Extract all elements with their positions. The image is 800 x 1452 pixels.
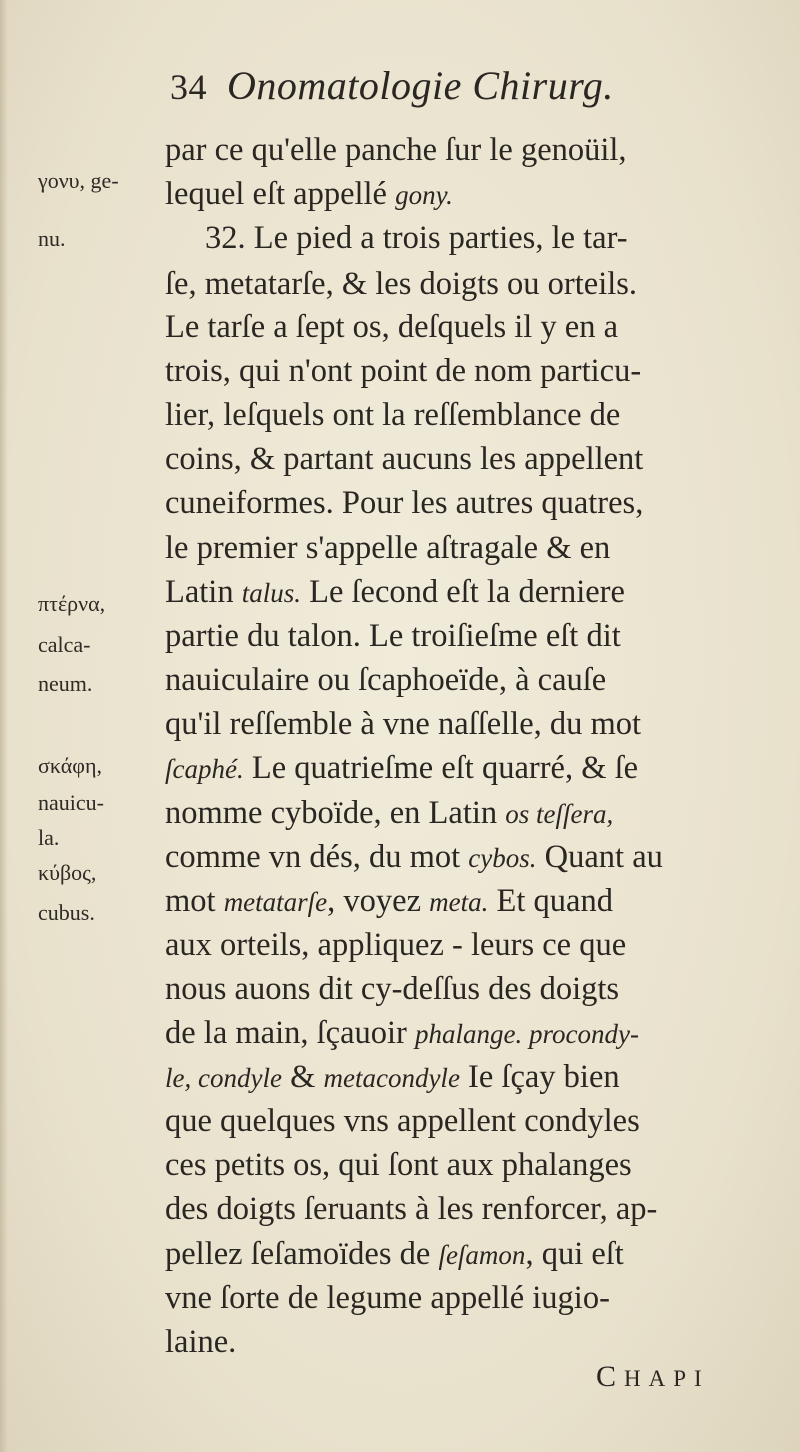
text-line: trois, qui n'ont point de nom particu- [165, 353, 642, 389]
text-line: Le tarſe a ſept os, deſquels il y en a [165, 309, 619, 345]
text-line: coins, & partant aucuns les appellent [165, 441, 644, 477]
text-line: de la main, ſçauoir phalange. procondy- [165, 1015, 639, 1051]
margin-note: cubus. [38, 900, 95, 925]
margin-note: neum. [38, 671, 93, 696]
margin-note: nauicu- [38, 790, 104, 815]
margin-note: πτέρνα, [38, 591, 106, 616]
text-line: cuneiformes. Pour les autres quatres, [165, 485, 644, 521]
text-line: lequel eſt appellé gony. [165, 176, 453, 212]
text-line: 32. Le pied a trois parties, le tar- [205, 220, 628, 256]
text-line: le premier s'appelle aſtragale & en [165, 530, 611, 566]
catchword [596, 1360, 710, 1394]
text-line: laine. [165, 1324, 237, 1360]
text-line: par ce qu'elle panche ſur le genoüil, [165, 132, 627, 168]
text-line: ſcaphé. Le quatrieſme eſt quarré, & ſe [165, 750, 639, 786]
text-line: nous auons dit cy-deſſus des doigts [165, 971, 620, 1007]
text-line: pellez ſeſamoïdes de ſeſamon, qui eſt [165, 1236, 624, 1272]
page-number: 34 [170, 67, 207, 107]
margin-note: γονυ, ge- [38, 168, 119, 193]
text-line: mot metatarſe, voyez meta. Et quand [165, 883, 613, 919]
text-line: des doigts ſeruants à les renforcer, ap- [165, 1191, 658, 1227]
running-title: Onomatologie Chirurg. [227, 63, 614, 108]
text-line: aux orteils, appliquez - leurs ce que [165, 927, 627, 963]
running-header [170, 62, 614, 109]
text-line: lier, leſquels ont la reſſemblance de [165, 397, 621, 433]
text-line: le, condyle & metacondyle Ie ſçay bien [165, 1059, 620, 1095]
margin-note: la. [38, 825, 60, 850]
text-line: que quelques vns appellent condyles [165, 1103, 640, 1139]
margin-note: nu. [38, 226, 66, 251]
margin-note: σκάφη, [38, 753, 102, 778]
text-line: qu'il reſſemble à vne naſſelle, du mot [165, 706, 642, 742]
text-line: partie du talon. Le troiſieſme eſt dit [165, 618, 621, 654]
text-line: comme vn dés, du mot cybos. Quant au [165, 839, 663, 875]
text-line: Latin talus. Le ſecond eſt la derniere [165, 574, 625, 610]
catchword-rest: HAPI [624, 1366, 710, 1391]
text-line: ces petits os, qui ſont aux phalanges [165, 1147, 632, 1183]
margin-note: calca- [38, 632, 91, 657]
text-line: ſe, metatarſe, & les doigts ou orteils. [165, 266, 638, 302]
margin-note: κύβος, [38, 860, 97, 885]
text-line: nauiculaire ou ſcaphoeïde, à cauſe [165, 662, 607, 698]
text-line: vne ſorte de legume appellé iugio- [165, 1280, 610, 1316]
text-line: nomme cyboïde, en Latin os teſſera, [165, 795, 614, 831]
catchword-initial: C [596, 1360, 625, 1393]
